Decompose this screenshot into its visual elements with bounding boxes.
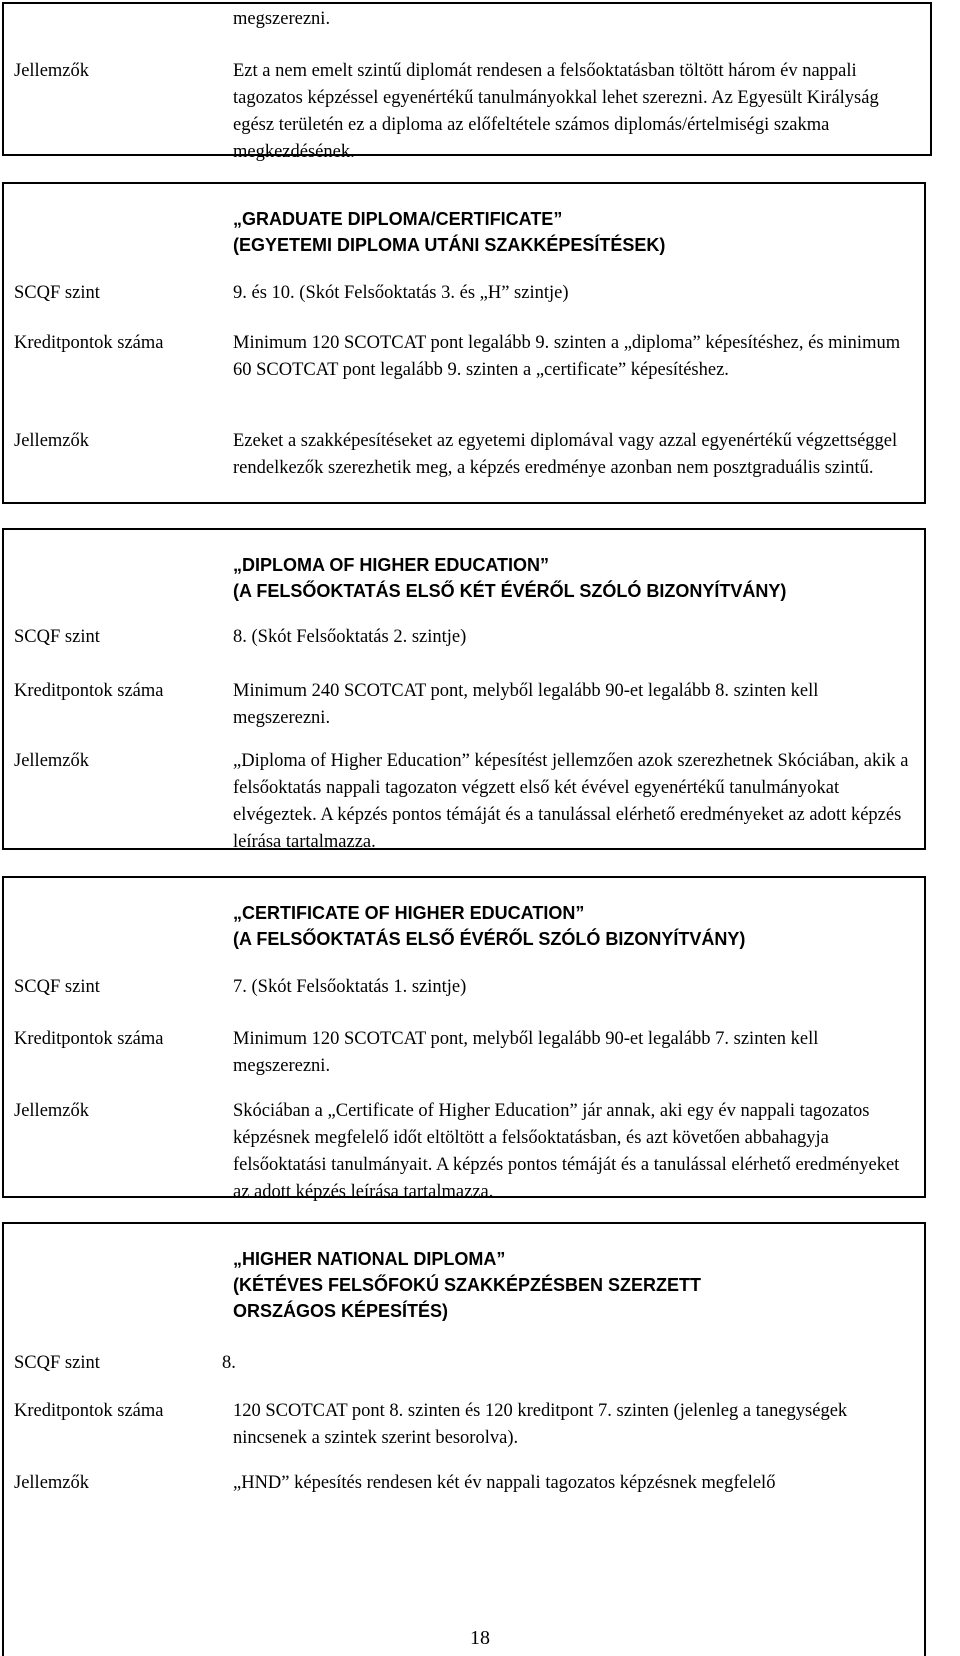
credit-label: Kreditpontok száma <box>14 1029 164 1049</box>
page-number: 18 <box>470 1627 490 1649</box>
char-value: Skóciában a „Certificate of Higher Education” jár annak, aki egy év nappali tagozatos képzésnek megfelelő időt eltöltött a felsőoktatásban, és azt követően abbahagyja felsőoktatási tanulmányait. A képzés pontos témáját és a tanulással elérhető eredményeket az adott képzés leírása tartalmazza. <box>233 1101 900 1202</box>
char-label: Jellemzők <box>14 751 90 771</box>
credit-value: Minimum 120 SCOTCAT pont, melyből legalább 90-et legalább 7. szinten kell megszerezni. <box>233 1029 819 1076</box>
credit-label: Kreditpontok száma <box>14 681 164 701</box>
jellemzok-label: Jellemzők <box>14 61 90 81</box>
char-value: Ezeket a szakképesítéseket az egyetemi diplomával vagy azzal egyenértékű végzettséggel rendelkezők szerezhetik meg, a képzés eredménye azonban nem posztgraduális szintű. <box>233 431 898 478</box>
jellemzok-text: Ezt a nem emelt szintű diplomát rendesen a felsőoktatásban töltött három év nappali tagozatos képzéssel egyenértékű tanulmányokkal lehet szerezni. Az Egyesült Királyság egész területén ez a diploma az előfeltétele számos diplomás/értelmiségi szakma megkezdésének. <box>233 61 879 162</box>
continuation-text: megszerezni. <box>233 9 331 29</box>
scqf-label: SCQF szint <box>14 283 100 303</box>
scqf-label: SCQF szint <box>14 977 100 997</box>
scqf-value: 8. (Skót Felsőoktatás 2. szintje) <box>233 627 467 647</box>
title-line: „HIGHER NATIONAL DIPLOMA” <box>233 1249 506 1269</box>
title-line: (KÉTÉVES FELSŐFOKÚ SZAKKÉPZÉSBEN SZERZETT <box>233 1275 702 1295</box>
scqf-value: 9. és 10. (Skót Felsőoktatás 3. és „H” szintje) <box>233 283 569 303</box>
scqf-value: 8. <box>222 1353 236 1373</box>
char-label: Jellemzők <box>14 1473 90 1493</box>
scqf-label: SCQF szint <box>14 627 100 647</box>
credit-label: Kreditpontok száma <box>14 1401 164 1421</box>
title-line: „DIPLOMA OF HIGHER EDUCATION” <box>233 555 549 575</box>
char-label: Jellemzők <box>14 1101 90 1121</box>
title-line: (A FELSŐOKTATÁS ELSŐ ÉVÉRŐL SZÓLÓ BIZONYÍTVÁNY) <box>233 929 746 949</box>
credit-value: Minimum 120 SCOTCAT pont legalább 9. szinten a „diploma” képesítéshez, és minimum 60 SCOTCAT pont legalább 9. szinten a „certificate” képesítéshez. <box>233 333 901 380</box>
title-line: „GRADUATE DIPLOMA/CERTIFICATE” <box>233 209 563 229</box>
section-title <box>233 900 933 952</box>
char-value: „HND” képesítés rendesen két év nappali tagozatos képzésnek megfelelő <box>233 1473 776 1493</box>
section-title <box>233 552 933 604</box>
section-title <box>233 1246 933 1324</box>
title-line: ORSZÁGOS KÉPESÍTÉS) <box>233 1301 449 1321</box>
title-line: „CERTIFICATE OF HIGHER EDUCATION” <box>233 903 585 923</box>
title-line: (A FELSŐOKTATÁS ELSŐ KÉT ÉVÉRŐL SZÓLÓ BIZONYÍTVÁNY) <box>233 581 787 601</box>
scqf-label: SCQF szint <box>14 1353 100 1373</box>
char-label: Jellemzők <box>14 431 90 451</box>
char-value: „Diploma of Higher Education” képesítést jellemzően azok szerezhetnek Skóciában, akik a felsőoktatás nappali tagozaton végzett első két évével egyenértékű tanulmányokat elvégeztek. A képzés pontos témáját és a tanulással elérhető eredményeket az adott képzés leírása tartalmazza. <box>233 751 909 852</box>
title-line: (EGYETEMI DIPLOMA UTÁNI SZAKKÉPESÍTÉSEK) <box>233 235 666 255</box>
scqf-value: 7. (Skót Felsőoktatás 1. szintje) <box>233 977 467 997</box>
credit-value: Minimum 240 SCOTCAT pont, melyből legalább 90-et legalább 8. szinten kell megszerezni. <box>233 681 819 728</box>
credit-value: 120 SCOTCAT pont 8. szinten és 120 kreditpont 7. szinten (jelenleg a tanegységek nincsenek a szintek szerint besorolva). <box>233 1401 848 1448</box>
credit-label: Kreditpontok száma <box>14 333 164 353</box>
section-title <box>233 206 933 258</box>
